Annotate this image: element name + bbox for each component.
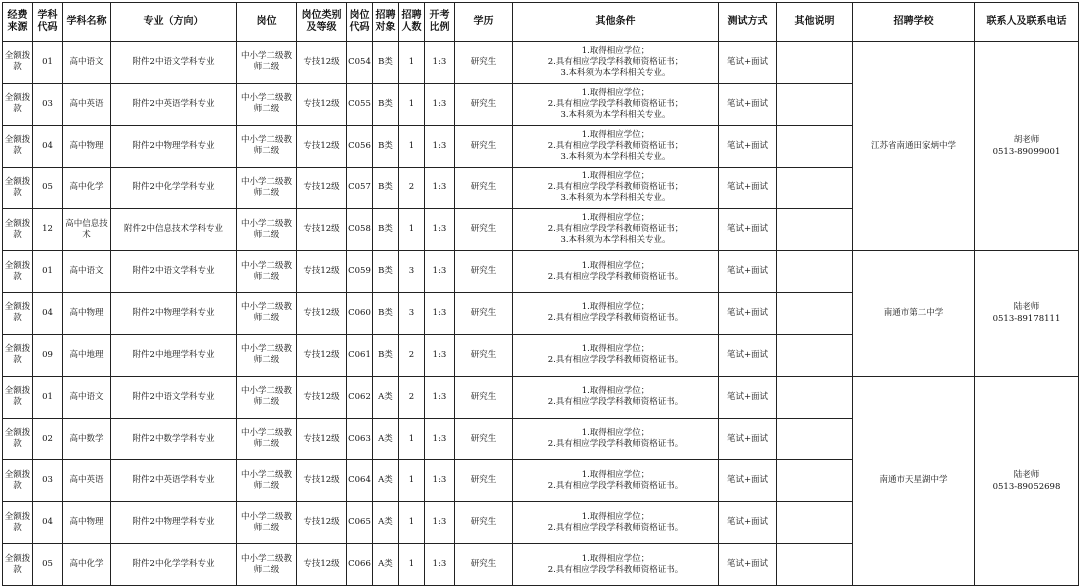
ratio-cell: 1:3 — [425, 460, 455, 502]
post-code-cell: C061 — [347, 334, 373, 376]
condition-line: 1.取得相应学位； — [581, 87, 650, 98]
test-method-cell: 笔试+面试 — [719, 334, 777, 376]
major-cell: 附件2中语文学科专业 — [111, 376, 237, 418]
conditions-cell — [513, 83, 719, 125]
major-cell: 附件2中物理学科专业 — [111, 293, 237, 335]
post-code-cell: C056 — [347, 125, 373, 167]
post-code-cell: C058 — [347, 209, 373, 251]
major-cell: 附件2中物理学科专业 — [111, 125, 237, 167]
test-method-cell: 笔试+面试 — [719, 376, 777, 418]
contact-name: 陆老师 — [1013, 302, 1040, 313]
note-cell — [777, 544, 853, 586]
ratio-cell: 1:3 — [425, 544, 455, 586]
test-method-cell: 笔试+面试 — [719, 83, 777, 125]
note-cell — [777, 460, 853, 502]
table-row — [3, 251, 1079, 293]
major-cell: 附件2中地理学科专业 — [111, 334, 237, 376]
conditions-cell — [513, 42, 719, 84]
condition-line: 1.取得相应学位； — [581, 45, 650, 56]
target-cell: B类 — [373, 293, 399, 335]
post-code-cell: C054 — [347, 42, 373, 84]
subject-code-cell: 03 — [33, 460, 63, 502]
funding-cell: 全额拨款 — [3, 544, 33, 586]
education-cell: 研究生 — [455, 502, 513, 544]
category-cell: 专技12级 — [297, 42, 347, 84]
category-cell: 专技12级 — [297, 209, 347, 251]
header-target: 招聘对象 — [373, 3, 399, 42]
subject-code-cell: 03 — [33, 83, 63, 125]
subject-code-cell: 01 — [33, 251, 63, 293]
school-cell: 南通市第二中学 — [853, 251, 975, 377]
post-code-cell: C065 — [347, 502, 373, 544]
post-cell: 中小学二级教师二级 — [237, 418, 297, 460]
header-ratio: 开考比例 — [425, 3, 455, 42]
condition-line: 2.具有相应学段学科教师资格证书。 — [547, 397, 684, 408]
target-cell: B类 — [373, 251, 399, 293]
funding-cell: 全额拨款 — [3, 502, 33, 544]
major-cell: 附件2中数学学科专业 — [111, 418, 237, 460]
header-count: 招聘人数 — [399, 3, 425, 42]
post-cell: 中小学二级教师二级 — [237, 167, 297, 209]
subject-code-cell: 04 — [33, 293, 63, 335]
test-method-cell: 笔试+面试 — [719, 209, 777, 251]
conditions-cell — [513, 460, 719, 502]
contact-phone: 0513-89178111 — [992, 314, 1061, 325]
major-cell: 附件2中英语学科专业 — [111, 83, 237, 125]
major-cell: 附件2中语文学科专业 — [111, 42, 237, 84]
education-cell: 研究生 — [455, 418, 513, 460]
test-method-cell: 笔试+面试 — [719, 42, 777, 84]
education-cell: 研究生 — [455, 544, 513, 586]
major-cell: 附件2中化学学科专业 — [111, 167, 237, 209]
condition-line: 1.取得相应学位； — [581, 302, 650, 313]
header-school: 招聘学校 — [853, 3, 975, 42]
funding-cell: 全额拨款 — [3, 83, 33, 125]
post-code-cell: C060 — [347, 293, 373, 335]
major-cell: 附件2中语文学科专业 — [111, 251, 237, 293]
ratio-cell: 1:3 — [425, 42, 455, 84]
condition-line: 2.具有相应学段学科教师资格证书。 — [547, 564, 684, 575]
condition-line: 3.本科须为本学科相关专业。 — [560, 109, 671, 120]
target-cell: A类 — [373, 418, 399, 460]
condition-line: 1.取得相应学位； — [581, 171, 650, 182]
count-cell: 1 — [399, 544, 425, 586]
ratio-cell: 1:3 — [425, 293, 455, 335]
post-cell: 中小学二级教师二级 — [237, 293, 297, 335]
subject-name-cell: 高中物理 — [63, 293, 111, 335]
conditions-cell — [513, 334, 719, 376]
count-cell: 1 — [399, 42, 425, 84]
category-cell: 专技12级 — [297, 167, 347, 209]
condition-line: 2.具有相应学段学科教师资格证书。 — [547, 480, 684, 491]
category-cell: 专技12级 — [297, 293, 347, 335]
target-cell: B类 — [373, 209, 399, 251]
post-code-cell: C062 — [347, 376, 373, 418]
funding-cell: 全额拨款 — [3, 251, 33, 293]
subject-code-cell: 12 — [33, 209, 63, 251]
note-cell — [777, 83, 853, 125]
condition-line: 1.取得相应学位； — [581, 553, 650, 564]
note-cell — [777, 251, 853, 293]
condition-line: 1.取得相应学位； — [581, 386, 650, 397]
major-cell: 附件2中物理学科专业 — [111, 502, 237, 544]
subject-code-cell: 04 — [33, 125, 63, 167]
contact-cell — [975, 376, 1079, 585]
conditions-cell — [513, 293, 719, 335]
subject-name-cell: 高中语文 — [63, 251, 111, 293]
post-cell: 中小学二级教师二级 — [237, 83, 297, 125]
target-cell: A类 — [373, 460, 399, 502]
subject-name-cell: 高中信息技术 — [63, 209, 111, 251]
condition-line: 2.具有相应学段学科教师资格证书； — [547, 182, 684, 193]
condition-line: 2.具有相应学段学科教师资格证书； — [547, 98, 684, 109]
contact-phone: 0513-89099001 — [992, 147, 1061, 158]
header-major: 专业（方向） — [111, 3, 237, 42]
funding-cell: 全额拨款 — [3, 209, 33, 251]
category-cell: 专技12级 — [297, 418, 347, 460]
post-cell: 中小学二级教师二级 — [237, 502, 297, 544]
contact-name: 胡老师 — [1013, 135, 1040, 146]
funding-cell: 全额拨款 — [3, 376, 33, 418]
conditions-cell — [513, 418, 719, 460]
test-method-cell: 笔试+面试 — [719, 251, 777, 293]
count-cell: 1 — [399, 418, 425, 460]
category-cell: 专技12级 — [297, 502, 347, 544]
post-code-cell: C057 — [347, 167, 373, 209]
header-funding: 经费来源 — [3, 3, 33, 42]
table-row — [3, 376, 1079, 418]
header-subject-name: 学科名称 — [63, 3, 111, 42]
condition-line: 2.具有相应学段学科教师资格证书； — [547, 140, 684, 151]
contact-phone: 0513-89052698 — [992, 481, 1061, 492]
condition-line: 3.本科须为本学科相关专业。 — [560, 67, 671, 78]
target-cell: B类 — [373, 42, 399, 84]
note-cell — [777, 334, 853, 376]
condition-line: 1.取得相应学位； — [581, 469, 650, 480]
post-code-cell: C055 — [347, 83, 373, 125]
note-cell — [777, 418, 853, 460]
table-row — [3, 42, 1079, 84]
major-cell: 附件2中英语学科专业 — [111, 460, 237, 502]
test-method-cell: 笔试+面试 — [719, 125, 777, 167]
target-cell: A类 — [373, 376, 399, 418]
note-cell — [777, 376, 853, 418]
target-cell: A类 — [373, 544, 399, 586]
condition-line: 1.取得相应学位； — [581, 129, 650, 140]
count-cell: 1 — [399, 460, 425, 502]
header-row — [3, 3, 1079, 42]
subject-code-cell: 05 — [33, 167, 63, 209]
conditions-cell — [513, 544, 719, 586]
header-contact: 联系人及联系电话 — [975, 3, 1079, 42]
condition-line: 3.本科须为本学科相关专业。 — [560, 235, 671, 246]
note-cell — [777, 167, 853, 209]
test-method-cell: 笔试+面试 — [719, 460, 777, 502]
count-cell: 2 — [399, 334, 425, 376]
target-cell: A类 — [373, 502, 399, 544]
subject-code-cell: 01 — [33, 42, 63, 84]
school-cell: 南通市天星湖中学 — [853, 376, 975, 585]
conditions-cell — [513, 167, 719, 209]
condition-line: 3.本科须为本学科相关专业。 — [560, 193, 671, 204]
education-cell: 研究生 — [455, 376, 513, 418]
test-method-cell: 笔试+面试 — [719, 293, 777, 335]
post-cell: 中小学二级教师二级 — [237, 544, 297, 586]
target-cell: B类 — [373, 83, 399, 125]
category-cell: 专技12级 — [297, 460, 347, 502]
subject-code-cell: 09 — [33, 334, 63, 376]
header-test: 测试方式 — [719, 3, 777, 42]
subject-name-cell: 高中英语 — [63, 460, 111, 502]
ratio-cell: 1:3 — [425, 502, 455, 544]
conditions-cell — [513, 502, 719, 544]
condition-line: 2.具有相应学段学科教师资格证书。 — [547, 522, 684, 533]
education-cell: 研究生 — [455, 460, 513, 502]
header-post: 岗位 — [237, 3, 297, 42]
category-cell: 专技12级 — [297, 544, 347, 586]
funding-cell: 全额拨款 — [3, 334, 33, 376]
post-cell: 中小学二级教师二级 — [237, 334, 297, 376]
major-cell: 附件2中信息技术学科专业 — [111, 209, 237, 251]
target-cell: B类 — [373, 167, 399, 209]
category-cell: 专技12级 — [297, 334, 347, 376]
header-post-code: 岗位代码 — [347, 3, 373, 42]
conditions-cell — [513, 376, 719, 418]
education-cell: 研究生 — [455, 209, 513, 251]
table-body — [3, 42, 1079, 586]
condition-line: 1.取得相应学位； — [581, 344, 650, 355]
education-cell: 研究生 — [455, 293, 513, 335]
conditions-cell — [513, 125, 719, 167]
test-method-cell: 笔试+面试 — [719, 418, 777, 460]
post-cell: 中小学二级教师二级 — [237, 209, 297, 251]
test-method-cell: 笔试+面试 — [719, 544, 777, 586]
funding-cell: 全额拨款 — [3, 460, 33, 502]
funding-cell: 全额拨款 — [3, 293, 33, 335]
count-cell: 1 — [399, 125, 425, 167]
education-cell: 研究生 — [455, 125, 513, 167]
subject-code-cell: 02 — [33, 418, 63, 460]
contact-name: 陆老师 — [1013, 469, 1040, 480]
condition-line: 3.本科须为本学科相关专业。 — [560, 151, 671, 162]
subject-code-cell: 01 — [33, 376, 63, 418]
condition-line: 2.具有相应学段学科教师资格证书。 — [547, 313, 684, 324]
subject-name-cell: 高中语文 — [63, 376, 111, 418]
conditions-cell — [513, 251, 719, 293]
condition-line: 2.具有相应学段学科教师资格证书； — [547, 56, 684, 67]
header-category: 岗位类别及等级 — [297, 3, 347, 42]
count-cell: 1 — [399, 502, 425, 544]
target-cell: B类 — [373, 334, 399, 376]
post-code-cell: C064 — [347, 460, 373, 502]
education-cell: 研究生 — [455, 167, 513, 209]
subject-name-cell: 高中地理 — [63, 334, 111, 376]
ratio-cell: 1:3 — [425, 376, 455, 418]
condition-line: 2.具有相应学段学科教师资格证书； — [547, 224, 684, 235]
post-code-cell: C063 — [347, 418, 373, 460]
target-cell: B类 — [373, 125, 399, 167]
funding-cell: 全额拨款 — [3, 418, 33, 460]
note-cell — [777, 502, 853, 544]
note-cell — [777, 209, 853, 251]
conditions-cell — [513, 209, 719, 251]
contact-cell — [975, 251, 1079, 377]
note-cell — [777, 125, 853, 167]
category-cell: 专技12级 — [297, 83, 347, 125]
ratio-cell: 1:3 — [425, 125, 455, 167]
category-cell: 专技12级 — [297, 125, 347, 167]
condition-line: 2.具有相应学段学科教师资格证书。 — [547, 355, 684, 366]
education-cell: 研究生 — [455, 334, 513, 376]
count-cell: 3 — [399, 293, 425, 335]
condition-line: 1.取得相应学位； — [581, 260, 650, 271]
count-cell: 3 — [399, 251, 425, 293]
ratio-cell: 1:3 — [425, 251, 455, 293]
header-subject-code: 学科代码 — [33, 3, 63, 42]
count-cell: 1 — [399, 83, 425, 125]
subject-code-cell: 04 — [33, 502, 63, 544]
condition-line: 1.取得相应学位； — [581, 213, 650, 224]
count-cell: 2 — [399, 167, 425, 209]
ratio-cell: 1:3 — [425, 209, 455, 251]
subject-name-cell: 高中语文 — [63, 42, 111, 84]
post-cell: 中小学二级教师二级 — [237, 460, 297, 502]
ratio-cell: 1:3 — [425, 418, 455, 460]
post-cell: 中小学二级教师二级 — [237, 42, 297, 84]
header-education: 学历 — [455, 3, 513, 42]
subject-name-cell: 高中英语 — [63, 83, 111, 125]
condition-line: 1.取得相应学位； — [581, 428, 650, 439]
subject-name-cell: 高中数学 — [63, 418, 111, 460]
count-cell: 1 — [399, 209, 425, 251]
education-cell: 研究生 — [455, 42, 513, 84]
funding-cell: 全额拨款 — [3, 42, 33, 84]
post-cell: 中小学二级教师二级 — [237, 251, 297, 293]
ratio-cell: 1:3 — [425, 167, 455, 209]
condition-line: 1.取得相应学位； — [581, 511, 650, 522]
school-cell: 江苏省南通田家炳中学 — [853, 42, 975, 251]
subject-name-cell: 高中化学 — [63, 544, 111, 586]
condition-line: 2.具有相应学段学科教师资格证书。 — [547, 271, 684, 282]
recruitment-table — [2, 2, 1079, 586]
post-code-cell: C066 — [347, 544, 373, 586]
category-cell: 专技12级 — [297, 251, 347, 293]
test-method-cell: 笔试+面试 — [719, 502, 777, 544]
category-cell: 专技12级 — [297, 376, 347, 418]
condition-line: 2.具有相应学段学科教师资格证书。 — [547, 439, 684, 450]
note-cell — [777, 42, 853, 84]
post-code-cell: C059 — [347, 251, 373, 293]
funding-cell: 全额拨款 — [3, 167, 33, 209]
subject-name-cell: 高中物理 — [63, 125, 111, 167]
subject-name-cell: 高中化学 — [63, 167, 111, 209]
education-cell: 研究生 — [455, 251, 513, 293]
note-cell — [777, 293, 853, 335]
funding-cell: 全额拨款 — [3, 125, 33, 167]
ratio-cell: 1:3 — [425, 83, 455, 125]
education-cell: 研究生 — [455, 83, 513, 125]
test-method-cell: 笔试+面试 — [719, 167, 777, 209]
ratio-cell: 1:3 — [425, 334, 455, 376]
subject-code-cell: 05 — [33, 544, 63, 586]
count-cell: 2 — [399, 376, 425, 418]
contact-cell — [975, 42, 1079, 251]
header-note: 其他说明 — [777, 3, 853, 42]
major-cell: 附件2中化学学科专业 — [111, 544, 237, 586]
post-cell: 中小学二级教师二级 — [237, 376, 297, 418]
header-conditions: 其他条件 — [513, 3, 719, 42]
post-cell: 中小学二级教师二级 — [237, 125, 297, 167]
subject-name-cell: 高中物理 — [63, 502, 111, 544]
